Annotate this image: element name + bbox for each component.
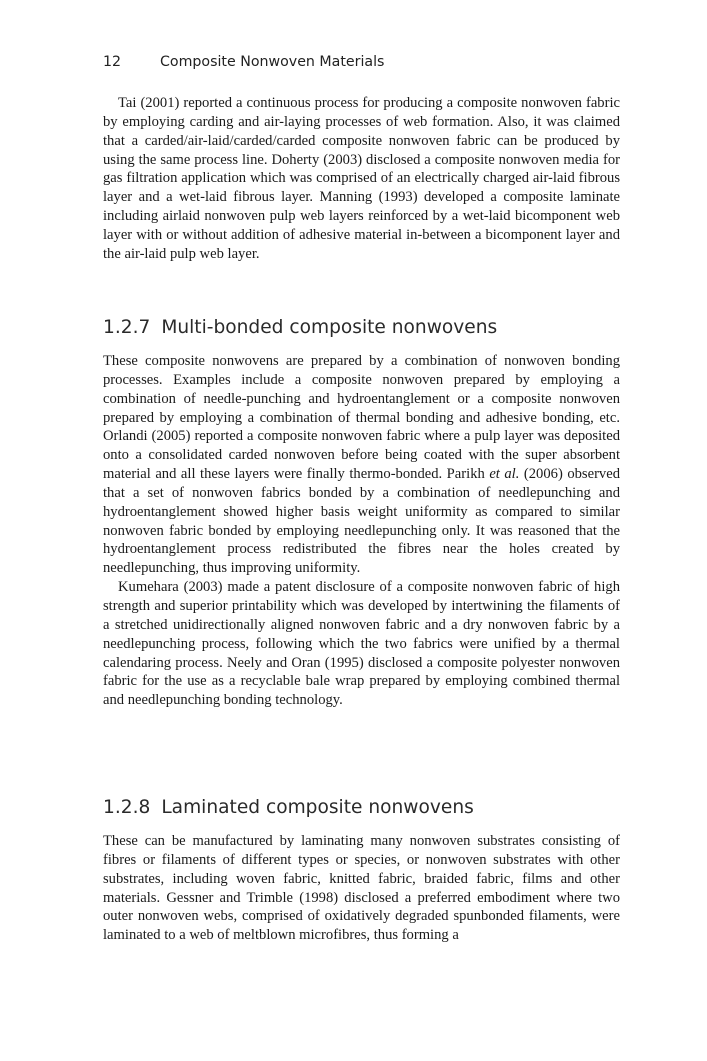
section-number: 1.2.7 [103, 317, 151, 338]
running-title: Composite Nonwoven Materials [160, 54, 385, 70]
page-number: 12 [103, 54, 122, 70]
paragraph-text: These composite nonwovens are prepared by a combination of nonwoven bonding processes. Examples include a composite nonwoven prepared by employing a combination of needle-punching and hydroentanglement or a composite nonwoven prepared by employing a combination of thermal bonding and adhesive bonding, etc. Orlandi (2005) reported a composite nonwoven fabric where a pulp layer was deposited onto a consolidated carded nonwoven before being coated with the super absorbent material and all these layers were finally thermo-bonded. Parikh [103, 353, 620, 483]
section-heading-1-2-8 [103, 797, 474, 818]
body-paragraph: Kumehara (2003) made a patent disclosure of a composite nonwoven fabric of high strength and superior printability which was developed by intertwining the filaments of a stretched unidirectionally aligned nonwoven fabric and a dry nonwoven fabric by a needlepunching process, following which the two fabrics were unified by a thermal calendaring process. Neely and Oran (1995) disclosed a composite polyester nonwoven fabric for the use as a recyclable bale wrap prepared by employing combined thermal and needlepunching bonding technology. [103, 579, 620, 709]
italic-text: et al. [489, 466, 520, 483]
section-heading-1-2-7 [103, 317, 497, 338]
section-1-2-8-body [103, 832, 620, 945]
running-head [103, 54, 384, 70]
body-paragraph: These can be manufactured by laminating many nonwoven substrates consisting of fibres or filaments of different types or species, or nonwoven substrates with other substrates, including woven fabric, knitted fabric, braided fabric, films and other materials. Gessner and Trimble (1998) disclosed a preferred embodiment where two outer nonwoven webs, comprised of oxidatively degraded spunbonded filaments, were laminated to a web of meltblown microfibres, thus forming a [103, 833, 620, 944]
intro-paragraph: Tai (2001) reported a continuous process for producing a composite nonwoven fabric by employing carding and air-laying processes of web formation. Also, it was claimed that a carded/air-laid/carded/carded composite nonwoven fabric can be produced by using the same process line. Doherty (2003) disclosed a composite nonwoven media for gas filtration application which was comprised of an electrically charged air-laid fibrous layer and a wet-laid fibrous layer. Manning (1993) developed a composite laminate including airlaid nonwoven pulp web layers reinforced by a wet-laid bicomponent web layer with or without addition of adhesive material in-between a bicomponent layer and the air-laid pulp web layer. [103, 95, 620, 262]
intro-block [103, 94, 620, 264]
section-title: Multi-bonded composite nonwovens [161, 317, 498, 338]
section-1-2-7-body [103, 352, 620, 710]
section-number: 1.2.8 [103, 797, 151, 818]
paragraph-text: (2006) observed that a set of nonwoven fabrics bonded by a combination of needlepunching and hydroentanglement showed higher basis weight uniformity as compared to similar nonwoven fabric bonded by employing needlepunching only. It was reasoned that the hydroentanglement process redistributed the fibres near the holes created by needlepunching, thus improving uniformity. [103, 466, 620, 577]
body-paragraph [103, 352, 620, 578]
section-title: Laminated composite nonwovens [161, 797, 474, 818]
